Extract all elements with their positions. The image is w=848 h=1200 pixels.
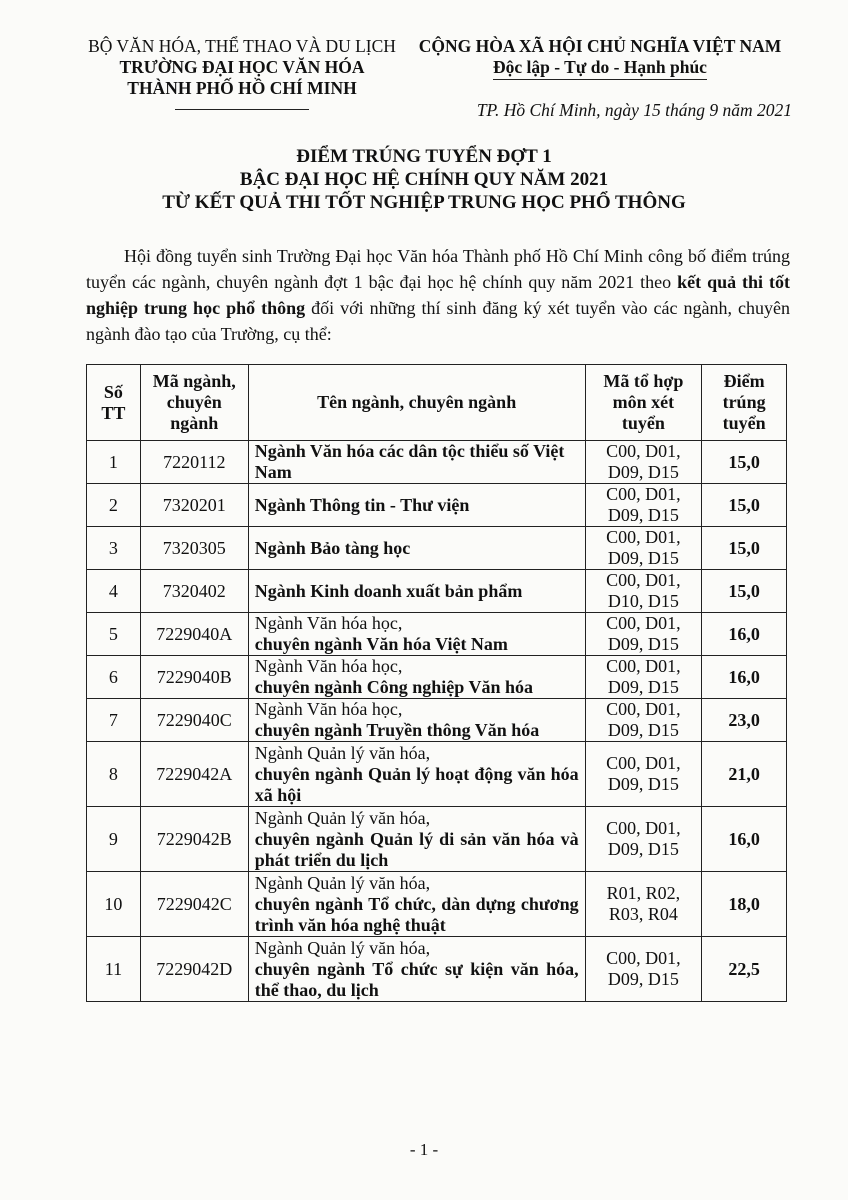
- row-major-name: [248, 613, 585, 656]
- row-major-name: [248, 656, 585, 699]
- row-combos: C00, D01, D09, D15: [585, 441, 702, 484]
- intro-text-2: đối với những thí sinh đăng ký xét tuyển vào các ngành, chuyên ngành đào tạo của Trường, cụ thể:: [86, 298, 790, 344]
- row-code: 7229040B: [140, 656, 248, 699]
- row-combos: C00, D01, D09, D15: [585, 484, 702, 527]
- row-stt: 6: [87, 656, 141, 699]
- school-name-line2: THÀNH PHỐ HỒ CHÍ MINH: [127, 78, 357, 98]
- row-score: 16,0: [702, 807, 787, 872]
- major-name: Ngành Kinh doanh xuất bản phẩm: [254, 580, 523, 601]
- row-code: 7320402: [140, 570, 248, 613]
- row-combos: C00, D01, D09, D15: [585, 807, 702, 872]
- row-combos: C00, D01, D09, D15: [585, 937, 702, 1002]
- table-row: [87, 699, 787, 742]
- intro-paragraph: [86, 243, 790, 347]
- row-score: 22,5: [702, 937, 787, 1002]
- table-row: [87, 613, 787, 656]
- row-stt: 8: [87, 742, 141, 807]
- row-score: 18,0: [702, 872, 787, 937]
- row-code: 7229042D: [140, 937, 248, 1002]
- table-row: [87, 570, 787, 613]
- row-combos: C00, D01, D09, D15: [585, 699, 702, 742]
- row-major-name: [248, 807, 585, 872]
- date-line: TP. Hồ Chí Minh, ngày 15 tháng 9 năm 2021: [476, 100, 792, 120]
- national-motto: Độc lập - Tự do - Hạnh phúc: [493, 57, 707, 80]
- specialization-name: chuyên ngành Tổ chức, dàn dựng chương trình văn hóa nghệ thuật: [254, 893, 579, 935]
- issuer-underline: [175, 109, 309, 110]
- specialization-name: chuyên ngành Văn hóa Việt Nam: [254, 634, 508, 654]
- major-name: Ngành Quản lý văn hóa,: [254, 937, 431, 958]
- row-combos: C00, D01, D09, D15: [585, 742, 702, 807]
- row-score: 15,0: [702, 527, 787, 570]
- table-row: [87, 807, 787, 872]
- row-code: 7229042A: [140, 742, 248, 807]
- major-name: Ngành Quản lý văn hóa,: [254, 742, 431, 763]
- row-stt: 7: [87, 699, 141, 742]
- issuer-block: [62, 36, 422, 110]
- row-major-name: [248, 937, 585, 1002]
- row-stt: 10: [87, 872, 141, 937]
- specialization-name: chuyên ngành Quản lý hoạt động văn hóa xã hội: [254, 763, 579, 805]
- row-stt: 9: [87, 807, 141, 872]
- specialization-name: chuyên ngành Công nghiệp Văn hóa: [254, 677, 533, 697]
- row-major-name: [248, 484, 585, 527]
- major-name: Ngành Văn hóa học,: [254, 656, 403, 676]
- row-major-name: [248, 441, 585, 484]
- row-stt: 11: [87, 937, 141, 1002]
- row-code: 7229042C: [140, 872, 248, 937]
- row-score: 15,0: [702, 484, 787, 527]
- row-major-name: [248, 872, 585, 937]
- document-title: [60, 145, 788, 214]
- row-code: 7229040C: [140, 699, 248, 742]
- header-combos: Mã tổ hợp môn xét tuyển: [585, 365, 702, 441]
- row-major-name: [248, 527, 585, 570]
- major-name: Ngành Quản lý văn hóa,: [254, 872, 431, 893]
- table-row: [87, 527, 787, 570]
- header-score: Điểm trúng tuyển: [702, 365, 787, 441]
- nation-name: CỘNG HÒA XÃ HỘI CHỦ NGHĨA VIỆT NAM: [418, 36, 782, 56]
- row-combos: R01, R02, R03, R04: [585, 872, 702, 937]
- table-row: [87, 441, 787, 484]
- ministry-name: BỘ VĂN HÓA, THỂ THAO VÀ DU LỊCH: [88, 36, 396, 56]
- row-score: 23,0: [702, 699, 787, 742]
- row-stt: 2: [87, 484, 141, 527]
- header-code: Mã ngành, chuyên ngành: [140, 365, 248, 441]
- major-name: Ngành Văn hóa học,: [254, 699, 403, 719]
- title-line-3: TỪ KẾT QUẢ THI TỐT NGHIỆP TRUNG HỌC PHỔ THÔNG: [162, 192, 686, 213]
- major-name: Ngành Thông tin - Thư viện: [254, 494, 470, 515]
- row-score: 15,0: [702, 570, 787, 613]
- table-row: [87, 872, 787, 937]
- row-code: 7320201: [140, 484, 248, 527]
- major-name: Ngành Quản lý văn hóa,: [254, 807, 431, 828]
- table-header-row: [87, 365, 787, 441]
- header-stt: Số TT: [87, 365, 141, 441]
- row-score: 21,0: [702, 742, 787, 807]
- row-major-name: [248, 742, 585, 807]
- row-major-name: [248, 570, 585, 613]
- row-score: 16,0: [702, 656, 787, 699]
- table-row: [87, 484, 787, 527]
- title-line-2: BẬC ĐẠI HỌC HỆ CHÍNH QUY NĂM 2021: [239, 169, 609, 190]
- row-combos: C00, D01, D10, D15: [585, 570, 702, 613]
- row-major-name: [248, 699, 585, 742]
- row-code: 7229040A: [140, 613, 248, 656]
- specialization-name: chuyên ngành Tổ chức sự kiện văn hóa, thể thao, du lịch: [254, 958, 579, 1000]
- row-stt: 4: [87, 570, 141, 613]
- national-header: [410, 36, 790, 80]
- row-combos: C00, D01, D09, D15: [585, 613, 702, 656]
- title-line-1: ĐIỂM TRÚNG TUYỂN ĐỢT 1: [296, 146, 552, 167]
- page-number: - 1 -: [409, 1140, 439, 1159]
- specialization-name: chuyên ngành Quản lý di sản văn hóa và phát triển du lịch: [254, 828, 579, 870]
- row-combos: C00, D01, D09, D15: [585, 656, 702, 699]
- intro-bold-text: kết quả thi tốt nghiệp trung học phổ thông: [86, 272, 790, 318]
- table-row: [87, 656, 787, 699]
- table-row: [87, 937, 787, 1002]
- row-score: 15,0: [702, 441, 787, 484]
- specialization-name: chuyên ngành Truyền thông Văn hóa: [254, 720, 540, 740]
- table-row: [87, 742, 787, 807]
- school-name-line1: TRƯỜNG ĐẠI HỌC VĂN HÓA: [119, 57, 365, 77]
- admission-scores-table: [86, 364, 787, 1002]
- row-code: 7229042B: [140, 807, 248, 872]
- major-name: Ngành Văn hóa các dân tộc thiểu số Việt Nam: [254, 441, 565, 482]
- row-stt: 3: [87, 527, 141, 570]
- row-stt: 1: [87, 441, 141, 484]
- row-stt: 5: [87, 613, 141, 656]
- row-code: 7320305: [140, 527, 248, 570]
- major-name: Ngành Bảo tàng học: [254, 537, 411, 558]
- row-code: 7220112: [140, 441, 248, 484]
- row-combos: C00, D01, D09, D15: [585, 527, 702, 570]
- header-major: Tên ngành, chuyên ngành: [248, 365, 585, 441]
- major-name: Ngành Văn hóa học,: [254, 613, 403, 633]
- intro-text-1: Hội đồng tuyển sinh Trường Đại học Văn hóa Thành phố Hồ Chí Minh công bố điểm trúng tuyển các ngành, chuyên ngành đợt 1 bậc đại học hệ chính quy năm 2021 theo: [86, 246, 790, 292]
- row-score: 16,0: [702, 613, 787, 656]
